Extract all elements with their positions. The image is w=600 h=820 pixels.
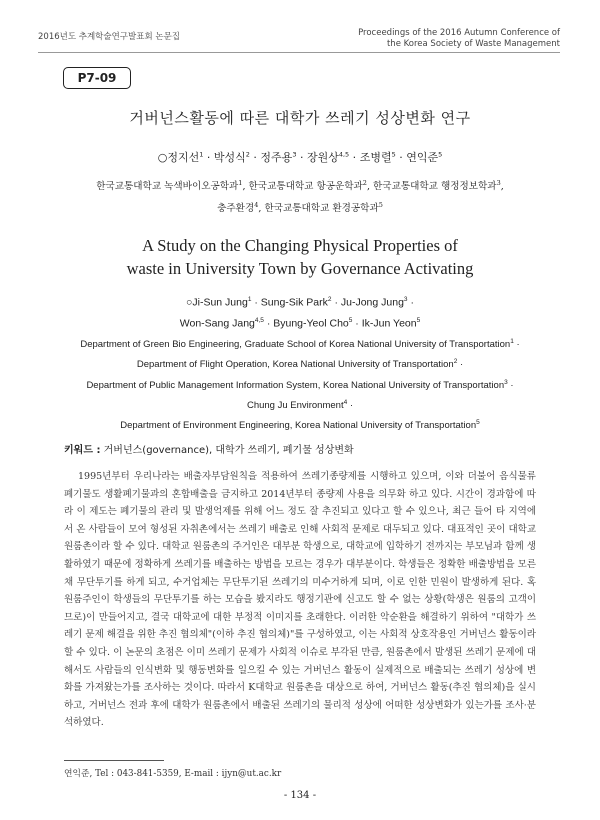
author-name: 박성식	[213, 151, 246, 164]
english-title-line2: waste in University Town by Governance Activating	[126, 259, 474, 278]
corresponding-author-footnote: 연익준, Tel : 043-841-5359, E-mail : ijyn@ut.ac.kr	[64, 769, 282, 779]
author-name: 조병렬	[359, 151, 392, 164]
korean-affiliations	[40, 174, 560, 218]
running-header-left: 2016년도 추계학술연구발표회 논문집	[38, 32, 180, 42]
author-sup: 5	[438, 150, 443, 159]
keywords	[64, 441, 354, 456]
author-name: Ji-Sun Jung	[192, 296, 248, 309]
affiliation: 한국교통대학교 녹색바이오공학과	[96, 181, 239, 193]
page-number: - 134 -	[283, 790, 317, 801]
author-sep: ·	[203, 151, 214, 164]
author-sup: 5	[348, 316, 353, 324]
abstract-body: 1995년부터 우리나라는 배출자부담원칙을 적용하여 쓰레기종량제를 시행하고 있으며, 이와 더불어 음식물류폐기물도 생활폐기물과의 혼합배출을 금지하고 2014년부터 종량제 사용을 의무화 하고 있다. 시간이 경과함에 따라 이 제도는 폐기물의 관리 및 발생억제를 위해 어느 정도 잘 추진되고 있다고 할 수 있으나, 최근 들어 타 지역에서 온 사람들이 모여 형성된 자취촌에서는 쓰레기 배출로 인해 사회적 문제로 대두되고 있다. 대표적인 곳이 대학교 원룸촌이라 할 수 있다. 대학교 원룸촌의 주거인은 대부분 학생으로, 대학교에 입학하기 전까지는 부모님과 함께 생활하였기 때문에 정확하게 쓰레기를 배출하는 방법을 모르는 경우가 대부분이다. 학생들은 정확한 배출방법을 모른채 무단투기를 하게 되고, 수거업체는 무단투기된 쓰레기의 미수거하게 되며, 이로 인한 민원이 발생하게 된다. 혹 원룸주인이 학생들의 무단투기를 하는 모습을 봤지라도 행정기관에 신고도 할 수 없는 상황(학생은 원룸의 고객이므로)이 만들어지고, 결국 대학교에 대한 부정적 이미지를 초래한다. 이러한 악순환을 해결하기 위하여 "대학가 쓰레기 문제 해결을 위한 추진 협의체"(이하 추진 협의체)"를 구성하였고, 이는 사회적 상호작용인 거버넌스 활동이라 할 수 있다. 이 논문의 초점은 이미 쓰레기 문제가 사회적 이슈로 부각된 만큼, 원룸촌에서 발생된 쓰레기 문제에 대해서도 사람들의 인식변화 및 행동변화를 일으킬 수 있는 거버넌스 활동이 실제적으로 배출되는 쓰레기 성상에 변화를 가져왔는가를 조사하는 것이다. 따라서 K대학교 원룸촌을 대상으로 하여, 거버넌스 활동(추진 협의체)을 실시하고, 거버넌스 전과 후에 대학가 원룸촌에서 배출된 쓰레기의 물리적 성상에 어떠한 성상변화가 있는가를 조사·분석하였다.	[64, 471, 536, 729]
affiliation-sup: 3	[496, 179, 501, 187]
author-sup: 4,5	[254, 316, 264, 324]
keywords-label: 키워드 :	[64, 445, 101, 456]
affiliation-sup: 1	[238, 179, 243, 187]
author-sup: 1	[247, 296, 252, 303]
author-name: Won-Sang Jang	[179, 317, 255, 329]
english-affiliation-line	[40, 394, 560, 414]
affiliation: Chung Ju Environment	[246, 400, 344, 412]
author-name: 정주용	[260, 151, 293, 164]
author-name: 정지선	[167, 151, 200, 164]
presenter-circle: ○	[157, 151, 168, 164]
footnote-divider	[64, 760, 164, 761]
affiliation-sep: ·	[457, 359, 464, 371]
affiliation-sep: ,	[500, 181, 504, 193]
affiliation-sep: ·	[507, 379, 514, 391]
paper-id-badge: P7-09	[63, 67, 131, 89]
korean-affiliation-line1	[40, 174, 560, 196]
affiliation: , 한국교통대학교 행정정보학과	[366, 181, 497, 193]
korean-affiliation-line2	[40, 196, 560, 218]
keywords-text: 거버넌스(governance), 대학가 쓰레기, 폐기물 성상변화	[100, 445, 354, 456]
author-sep: ·	[395, 151, 407, 164]
english-authors-line2	[0, 312, 600, 333]
affiliation-sep: ·	[347, 400, 354, 412]
affiliation: Department of Environment Engineering, Korea National University of Transportation	[120, 420, 477, 432]
affiliation: Department of Public Management Information System, Korea National University of Transportation	[86, 379, 505, 391]
author-name: · Byung-Yeol Cho	[263, 317, 349, 329]
author-sup: 2	[245, 150, 250, 159]
author-name: · Ik-Jun Yeon	[352, 317, 417, 329]
affiliation-sup: 2	[362, 179, 367, 187]
author-sup: 4,5	[338, 150, 350, 159]
affiliation-sup: 4	[343, 399, 348, 407]
running-header-right-line1: Proceedings of the 2016 Autumn Conference of	[358, 28, 560, 38]
affiliation-sup: 3	[504, 378, 508, 386]
author-sup: 3	[403, 296, 408, 303]
affiliation-sep: ·	[513, 339, 520, 351]
affiliation: 충주환경	[217, 203, 255, 215]
english-affiliation-line	[40, 374, 560, 394]
affiliation-sup: 4	[254, 201, 259, 210]
english-title	[0, 234, 600, 280]
korean-title: 거버넌스활동에 따른 대학가 쓰레기 성상변화 연구	[129, 109, 471, 127]
author-sup: 5	[416, 316, 421, 324]
affiliation-sup: 1	[510, 338, 514, 345]
affiliation-sup: 2	[453, 358, 458, 366]
running-header-right	[358, 28, 560, 50]
author-name: 장원상	[306, 151, 339, 164]
author-sep: ·	[296, 151, 307, 164]
affiliation-sup: 5	[476, 419, 480, 427]
author-sep: ·	[349, 151, 360, 164]
author-sep: ·	[249, 151, 261, 164]
affiliation: Department of Flight Operation, Korea National University of Transportation	[136, 359, 454, 371]
affiliation: Department of Green Bio Engineering, Graduate School of Korea National University of Transportation	[80, 339, 511, 351]
running-header-right-line2: the Korea Society of Waste Management	[386, 39, 560, 49]
author-sep: ·	[407, 296, 414, 309]
korean-authors	[0, 149, 600, 165]
affiliation: , 한국교통대학교 항공운학과	[242, 181, 363, 193]
author-sup: 2	[327, 296, 332, 303]
english-affiliation-line	[40, 333, 560, 353]
header-divider	[38, 52, 560, 53]
author-name: 연익준	[406, 151, 439, 164]
author-sup: 1	[199, 150, 204, 159]
author-sup: 3	[292, 150, 297, 159]
english-affiliation-line	[40, 353, 560, 373]
english-title-line1: A Study on the Changing Physical Properties of	[142, 236, 458, 255]
english-authors-line1	[0, 291, 600, 312]
author-name: · Sung-Sik Park	[251, 296, 328, 309]
english-affiliations	[40, 333, 560, 435]
english-authors	[0, 291, 600, 332]
affiliation: , 한국교통대학교 환경공학과	[258, 203, 379, 215]
affiliation-sup: 5	[378, 201, 383, 210]
presenter-circle: ○	[186, 296, 193, 309]
author-sup: 5	[391, 150, 396, 159]
author-name: · Ju-Jong Jung	[331, 296, 404, 309]
english-affiliation-line	[40, 414, 560, 434]
